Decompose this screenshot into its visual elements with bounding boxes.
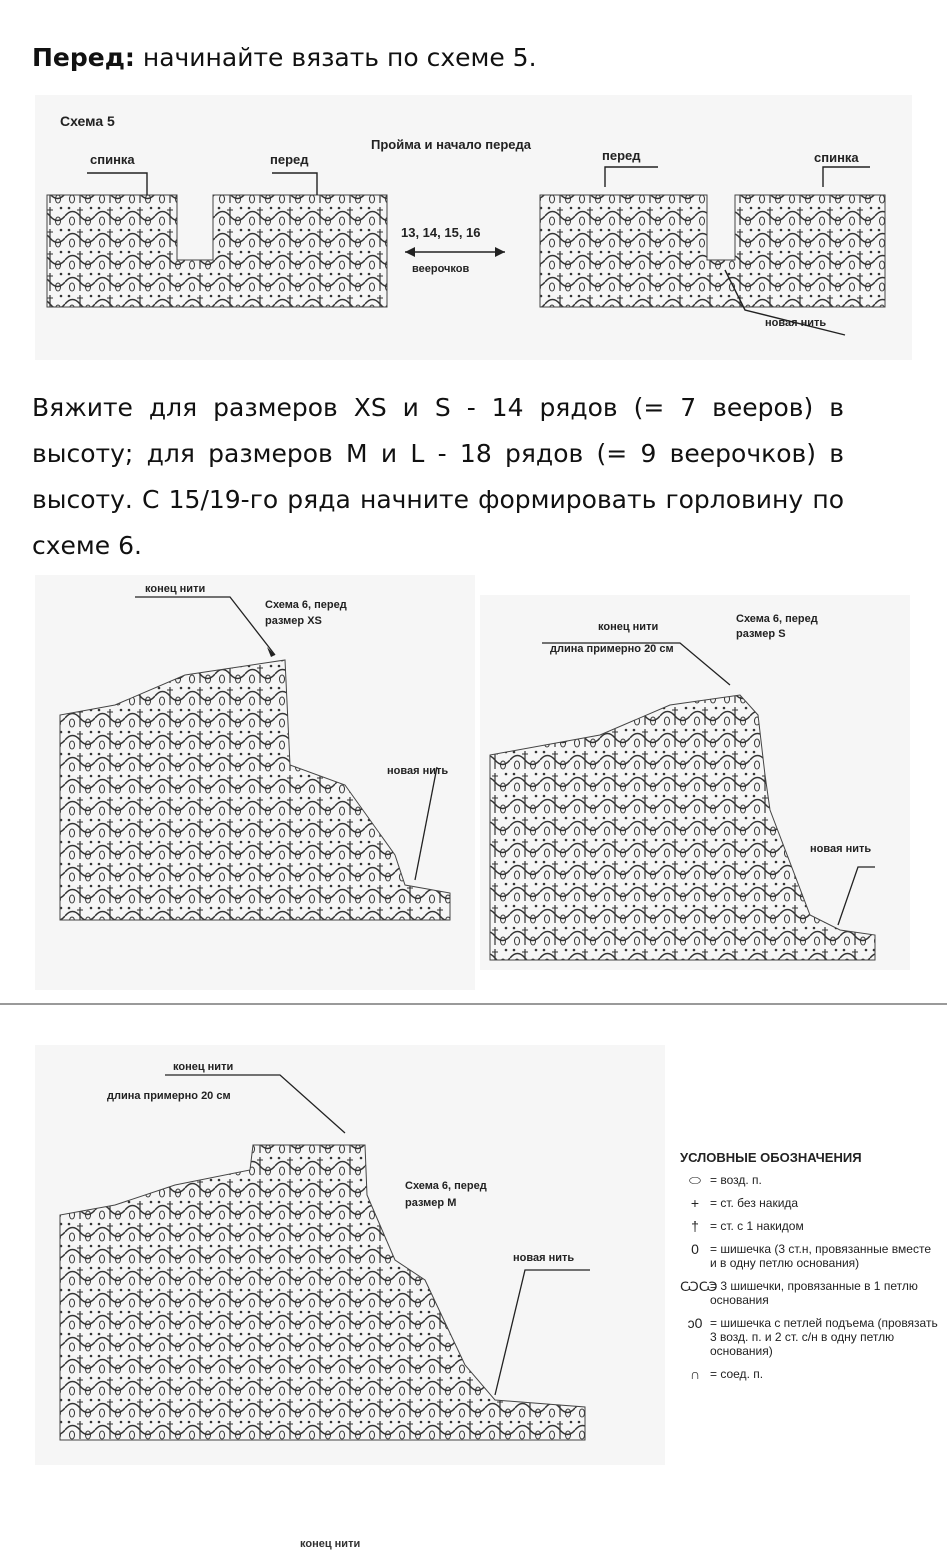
back-label-left: спинка [90, 152, 135, 167]
back-label-right: спинка [814, 150, 859, 165]
legend-text: = возд. п. [710, 1173, 762, 1187]
m-title-1: Схема 6, перед [405, 1180, 487, 1192]
legend-text: = ст. с 1 накидом [710, 1219, 804, 1233]
legend-item [680, 1173, 940, 1187]
armhole-label: Пройма и начало переда [371, 137, 532, 152]
m-length: длина примерно 20 см [107, 1090, 231, 1102]
xs-end-thread: конец нити [145, 583, 206, 595]
scheme-6-xs-figure [35, 575, 475, 990]
legend-text: = соед. п. [710, 1367, 764, 1381]
front-label-right: перед [602, 148, 641, 163]
bobble-with-chain-icon: ↄ0 [687, 1315, 703, 1331]
xs-title-1: Схема 6, перед [265, 599, 347, 611]
footer-end-thread: конец нити [300, 1538, 361, 1550]
front-label-left: перед [270, 152, 309, 167]
scheme-6-m-figure [35, 1045, 665, 1465]
m-end-thread: конец нити [173, 1061, 234, 1073]
scheme-6-s-figure [480, 595, 910, 970]
instructions-paragraph: Вяжите для размеров XS и S - 14 рядов (= 7 вееров) в высоту; для размеров M и L - 18 рядов (= 9 веерочков) в высоту. С 15/19-го ряда начните формировать горловину по схеме 6. [32, 393, 844, 560]
intro-bold: Перед: [32, 43, 135, 72]
intro-line [32, 38, 537, 78]
bobble-icon: 0 [691, 1241, 699, 1257]
scheme-6-xs-drawing [35, 575, 475, 990]
slip-stitch-icon: ∩ [689, 1366, 701, 1382]
scheme-6-s-drawing [480, 595, 910, 970]
intro-text: начинайте вязать по схеме 5. [134, 43, 537, 72]
m-title-2: размер M [405, 1197, 457, 1209]
new-thread-label-5: новая нить [765, 317, 827, 329]
legend-item [680, 1316, 940, 1358]
legend-item [680, 1196, 940, 1210]
s-length: длина примерно 20 см [550, 643, 674, 655]
s-end-thread: конец нити [598, 621, 659, 633]
fans-word: веерочков [412, 263, 470, 275]
legend-text: = шишечка (3 ст.н, провязанные вместе и в одну петлю основания) [710, 1242, 931, 1270]
legend-item [680, 1219, 940, 1233]
xs-new-thread: новая нить [387, 765, 449, 777]
legend-text: = шишечка с петлей подъема (провязать 3 возд. п. и 2 ст. с/н в одну петлю основания) [710, 1316, 938, 1358]
legend-text: = ст. без накида [710, 1196, 799, 1210]
scheme-5-figure [35, 95, 912, 360]
s-title-2: размер S [736, 628, 786, 640]
chain-stitch-icon: ⬭ [689, 1172, 701, 1188]
single-crochet-icon: + [690, 1195, 700, 1211]
fans-count: 13, 14, 15, 16 [401, 225, 481, 240]
legend-item [680, 1242, 940, 1270]
page-divider [0, 1003, 947, 1005]
legend [680, 1150, 940, 1390]
triple-bobble-icon: ѠѠ [680, 1278, 718, 1294]
legend-item [680, 1367, 940, 1381]
m-new-thread: новая нить [513, 1252, 575, 1264]
double-crochet-icon: † [691, 1218, 699, 1234]
scheme-5-title: Схема 5 [60, 113, 115, 129]
xs-title-2: размер XS [265, 615, 322, 627]
s-new-thread: новая нить [810, 843, 872, 855]
s-title-1: Схема 6, перед [736, 613, 818, 625]
legend-text: = 3 шишечки, провязанные в 1 петлю основания [710, 1279, 918, 1307]
legend-item [680, 1279, 940, 1307]
legend-title: УСЛОВНЫЕ ОБОЗНАЧЕНИЯ [680, 1150, 862, 1165]
